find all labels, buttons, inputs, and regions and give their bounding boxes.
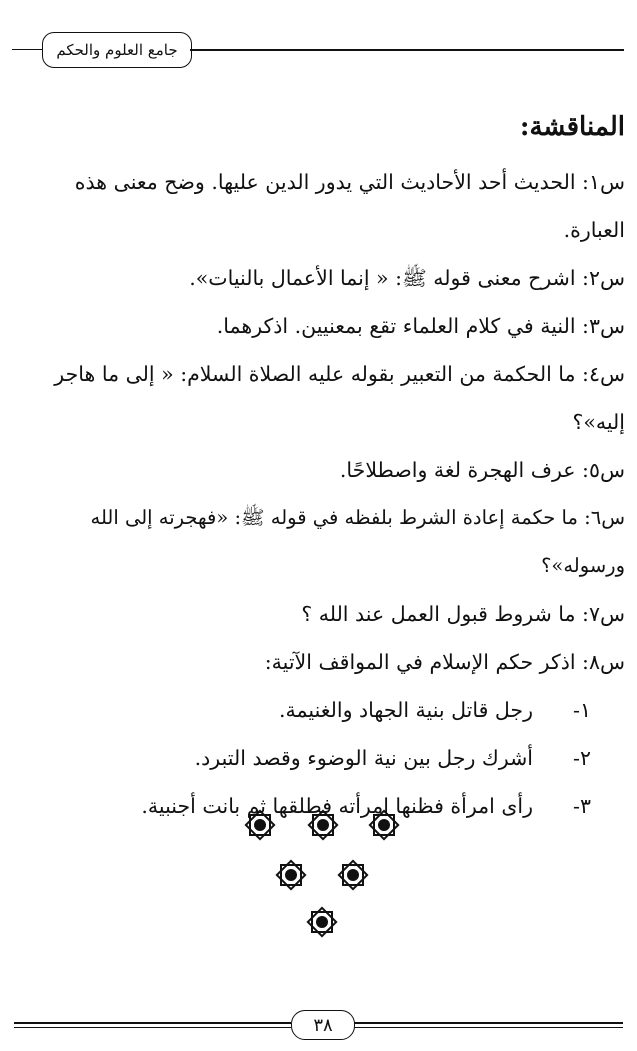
- page-number: ٣٨: [313, 1014, 333, 1036]
- ornament-group: [0, 808, 637, 948]
- question-6: س٦: ما حكمة إعادة الشرط بلفظه في قوله ﷺ: «فهجرته إلى الله ورسوله»؟: [90, 506, 625, 577]
- list-item: [19, 734, 625, 782]
- running-title-box: [42, 32, 192, 68]
- item-number: ١-: [573, 698, 591, 722]
- footer-rule-right-thin: [353, 1027, 623, 1028]
- eight-point-star-ornament-icon: [243, 808, 277, 842]
- eight-point-star-ornament-icon: [336, 858, 370, 892]
- question-7: س٧: ما شروط قبول العمل عند الله ؟: [301, 602, 625, 626]
- question-5: س٥: عرف الهجرة لغة واصطلاحًا.: [339, 458, 625, 482]
- page-footer: [0, 1006, 637, 1046]
- section-title: المناقشة:: [519, 112, 625, 142]
- header-rule-left: [12, 49, 42, 50]
- item-number: ٢-: [573, 746, 591, 770]
- item-text: رجل قاتل بنية الجهاد والغنيمة.: [279, 698, 533, 722]
- running-header: [12, 30, 624, 70]
- running-title: جامع العلوم والحكم: [56, 41, 178, 59]
- item-number: ٣-: [573, 794, 591, 818]
- question-2: س٢: اشرح معنى قوله ﷺ: « إنما الأعمال بالنيات».: [189, 266, 625, 290]
- footer-rule-right: [353, 1022, 623, 1024]
- eight-point-star-ornament-icon: [305, 905, 339, 939]
- list-item: [19, 686, 625, 734]
- question-4: س٤: ما الحكمة من التعبير بقوله عليه الصلاة السلام: « إلى ما هاجر إليه»؟: [54, 362, 625, 434]
- header-rule: [190, 49, 624, 51]
- eight-point-star-ornament-icon: [274, 858, 308, 892]
- item-text: أشرك رجل بين نية الوضوء وقصد التبرد.: [194, 746, 533, 770]
- eight-point-star-ornament-icon: [367, 808, 401, 842]
- footer-rule-left: [14, 1022, 291, 1024]
- question-1: س١: الحديث أحد الأحاديث التي يدور الدين عليها. وضح معنى هذه العبارة.: [74, 170, 625, 242]
- eight-point-star-ornament-icon: [306, 808, 340, 842]
- question-3: س٣: النية في كلام العلماء تقع بمعنيين. اذكرهما.: [216, 314, 625, 338]
- question-8: س٨: اذكر حكم الإسلام في المواقف الآتية:: [264, 650, 625, 674]
- footer-rule-left-thin: [14, 1027, 291, 1028]
- page-body: [19, 110, 625, 830]
- item-text: رأى امرأة فظنها امرأته فطلقها ثم بانت أجنبية.: [141, 794, 533, 818]
- page-number-box: [291, 1010, 355, 1040]
